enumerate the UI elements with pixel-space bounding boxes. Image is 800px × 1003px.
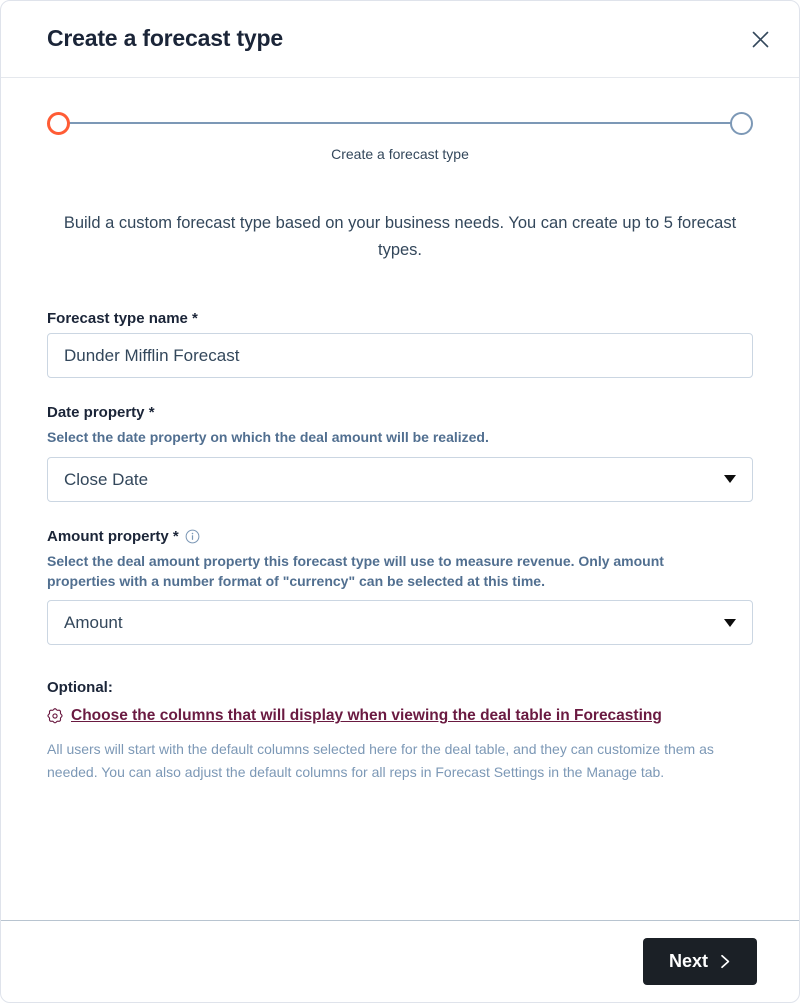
info-icon[interactable] (185, 529, 200, 544)
forecast-type-form (47, 310, 753, 645)
page-title: Create a forecast type (47, 25, 283, 52)
date-property-help-text: Select the date property on which the deal amount will be realized. (47, 429, 489, 446)
field-amount-property (47, 528, 753, 646)
field-date-property (47, 404, 753, 501)
forecast-type-name-value: Dunder Mifflin Forecast (64, 346, 240, 366)
choose-columns-link[interactable] (47, 707, 662, 725)
choose-columns-link-text: Choose the columns that will display when viewing the deal table in Forecasting (71, 707, 662, 725)
chevron-down-icon (724, 475, 736, 483)
optional-section (47, 679, 753, 783)
close-button[interactable] (745, 24, 775, 54)
stepper-step-2[interactable] (730, 112, 753, 135)
optional-note-text: All users will start with the default columns selected here for the deal table, and they can customize them as needed. You can also adjust the default columns for all reps in Forecast Settings in the Manage tab. (47, 741, 714, 780)
stepper-step-1[interactable] (47, 112, 70, 135)
gear-icon (47, 708, 63, 724)
progress-stepper (47, 78, 753, 162)
chevron-down-icon (724, 619, 736, 627)
date-property-label-text: Date property * (47, 404, 155, 422)
stepper-track (47, 110, 753, 136)
optional-heading: Optional: (47, 679, 113, 697)
next-button-label: Next (668, 951, 708, 971)
forecast-type-name-label (47, 310, 753, 327)
stepper-connector-line (64, 122, 736, 124)
close-icon (752, 31, 769, 48)
date-property-label (47, 404, 753, 421)
amount-property-label-text: Amount property * (47, 527, 179, 545)
amount-property-select[interactable] (47, 600, 753, 645)
forecast-type-name-label-text: Forecast type name * (47, 310, 198, 328)
dialog-header (1, 1, 799, 78)
date-property-value: Close Date (64, 469, 149, 489)
field-forecast-type-name (47, 310, 753, 378)
amount-property-help-text: Select the deal amount property this forecast type will use to measure revenue. Only amount properties with a number format of "currency" can be selected at this time. (47, 552, 664, 590)
amount-property-value: Amount (64, 613, 123, 633)
amount-property-label (47, 528, 753, 545)
stepper-step-label: Create a forecast type (331, 146, 469, 162)
date-property-select[interactable] (47, 457, 753, 502)
dialog-footer (1, 920, 799, 1002)
chevron-right-icon (720, 954, 731, 969)
dialog-body (1, 78, 799, 920)
intro-description: Build a custom forecast type based on your business needs. You can create up to 5 forecast types. (63, 214, 737, 260)
next-button[interactable] (643, 938, 757, 985)
forecast-type-name-input[interactable] (47, 333, 753, 378)
